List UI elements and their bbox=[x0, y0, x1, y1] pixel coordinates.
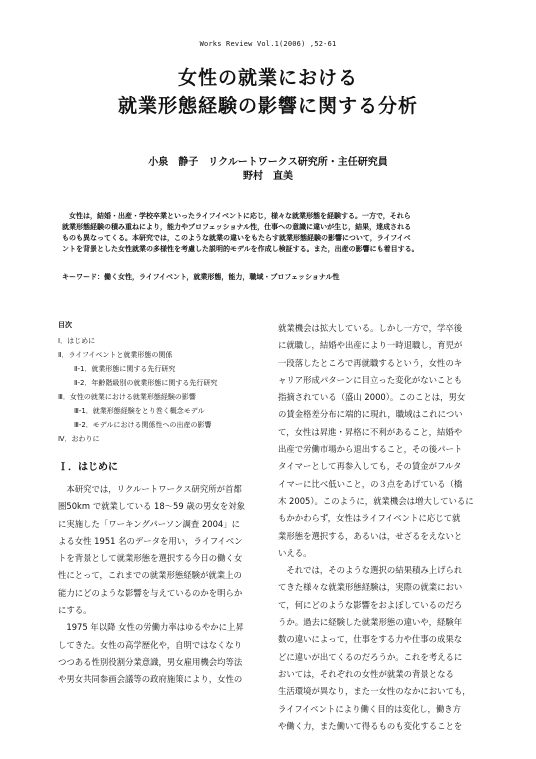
body-line: 木 2005）。このように，就業機会は増大しているに bbox=[278, 495, 474, 506]
body-line: てきた様々な就業形態経験は，実際の就業におい bbox=[278, 582, 463, 593]
toc-item: Ⅳ．おわりに bbox=[58, 435, 100, 443]
toc-item: Ⅱ-1．就業形態に関する先行研究 bbox=[74, 365, 176, 373]
abstract-line: ントを背景とした女性就業の多様性を考慮した説明的モデルを作成し検証する。また，出産の影響にも着目する。 bbox=[62, 245, 419, 253]
body-line: 性にとって，これまでの就業形態経験が就業上の bbox=[58, 570, 242, 581]
body-line: してきた。女性の高学歴化や，自明ではなくなり bbox=[58, 639, 243, 650]
title-line-2: 就業形態経験の影響に関する分析 bbox=[117, 95, 418, 117]
body-line: 本研究では，リクルートワークス研究所が首都 bbox=[58, 484, 242, 494]
body-line: にする。 bbox=[58, 605, 92, 616]
body-line: どに違いが出てくるのだろうか。これを考えるに bbox=[278, 651, 463, 662]
abstract bbox=[62, 211, 476, 255]
body-line: の賃金格差分布に端的に現れ，職域はこれについ bbox=[278, 409, 463, 420]
author-line-1: 小泉 静子 リクルートワークス研究所・主任研究員 bbox=[148, 157, 388, 168]
body-line: 業形態を選択する，あるいは，せざるをえないと bbox=[278, 530, 463, 541]
title-line-1: 女性の就業における bbox=[177, 67, 358, 89]
body-line: 指摘されている（盛山 2000）。このことは，男女 bbox=[278, 392, 466, 403]
body-line: 圏50km で就業している 18～59 歳の男女を対象 bbox=[58, 501, 245, 512]
toc-heading: 目次 bbox=[58, 321, 72, 329]
body-line: て，何にどのような影響をおよぼしているのだろ bbox=[278, 599, 463, 610]
body-line: よる女性 1951 名のデータを用い，ライフイベン bbox=[58, 535, 243, 546]
section-heading: Ｉ．はじめに bbox=[58, 462, 118, 473]
table-of-contents bbox=[58, 334, 270, 446]
toc-item: Ⅲ-2．モデルにおける関係性への出産の影響 bbox=[74, 421, 212, 429]
body-line: ライフイベントにより働く目的は変化し，働き方 bbox=[278, 703, 461, 714]
toc-item: Ⅰ．はじめに bbox=[58, 337, 96, 345]
body-line: や働く力，また働いて得るものも変化することを bbox=[278, 720, 463, 731]
keywords: キーワード：働く女性，ライフイベント，就業形態，能力，職域・プロフェッショナル性 bbox=[62, 273, 340, 281]
body-line: に就職し，結婚や出産により一時退職し，育児が bbox=[278, 340, 463, 351]
paper-title bbox=[0, 64, 536, 120]
toc-item: Ⅲ-1．就業形態経験をとり巻く概念モデル bbox=[74, 407, 205, 415]
body-line: て，女性は昇進・昇格に不利があること，結婚や bbox=[278, 426, 463, 437]
left-column bbox=[58, 320, 270, 689]
body-line: 能力にどのような影響を与えているのかを明らか bbox=[58, 587, 243, 598]
body-line: 就業機会は拡大している。しかし一方で，学卒後 bbox=[278, 323, 463, 333]
author-line-2: 野村 直美 bbox=[243, 171, 293, 182]
body-line: 生活環境が異なり，また一女性のなかにおいても， bbox=[278, 686, 471, 697]
body-line: 1975 年以降 女性の労働力率はゆるやかに上昇 bbox=[58, 622, 244, 633]
abstract-line: 女性は，結婚・出産・学校卒業といったライフイベントに応じ，様々な就業形態を経験する。一方で，それら bbox=[62, 212, 411, 220]
body-line: おいては，それぞれの女性が就業の背景となる bbox=[278, 668, 454, 679]
journal-header: Works Review Vol.1(2006) ,52-61 bbox=[199, 40, 337, 48]
body-line: いえる。 bbox=[278, 547, 312, 558]
body-line: トを背景として就業形態を選択する今日の働く女 bbox=[58, 553, 243, 564]
toc-item: Ⅱ．ライフイベントと就業形態の関係 bbox=[58, 351, 173, 359]
body-line: それでは，そのような選択の結果積み上げられ bbox=[278, 565, 463, 576]
right-column bbox=[278, 320, 490, 735]
toc-item: Ⅲ．女性の就業における就業形態経験の影響 bbox=[58, 393, 196, 401]
abstract-line: ものも異なってくる。本研究では，このような就業の違いをもたらす就業形態経験の影響について，ライフイベ bbox=[62, 234, 411, 242]
body-line: うか。過去に経験した就業形態の違いや，経験年 bbox=[278, 617, 463, 628]
body-line: もかかわらず，女性はライフイベントに応じて就 bbox=[278, 513, 461, 524]
body-line: 出産で労働市場から退出すること，その後パート bbox=[278, 444, 463, 455]
body-line: イマーに比べ低いこと，の３点をあげている（橋 bbox=[278, 478, 463, 489]
body-line: 数の違いによって，仕事をする力や仕事の成果な bbox=[278, 634, 463, 645]
body-line: や男女共同参画会議等の政府施策により，女性の bbox=[58, 674, 243, 685]
toc-item: Ⅱ-2．年齢階級別の就業形態に関する先行研究 bbox=[74, 379, 218, 387]
abstract-line: 就業形態経験の積み重ねにより，能力やプロフェッショナル性，仕事への意識に違いが生じ，結果，達成される bbox=[62, 223, 412, 231]
body-line: ャリア形成パターンに目立った変化がないことも bbox=[278, 374, 463, 385]
body-line: 一段落したところで再就職するという，女性のキ bbox=[278, 357, 463, 368]
author-block bbox=[0, 156, 536, 184]
body-line: タイマーとして再参入しても，その賃金がフルタ bbox=[278, 461, 462, 472]
body-line: つつある性別役割分業意識，男女雇用機会均等法 bbox=[58, 656, 243, 667]
section-body bbox=[58, 481, 270, 689]
body-line: に実施した「ワーキングパーソン調査 2004」に bbox=[58, 518, 241, 529]
